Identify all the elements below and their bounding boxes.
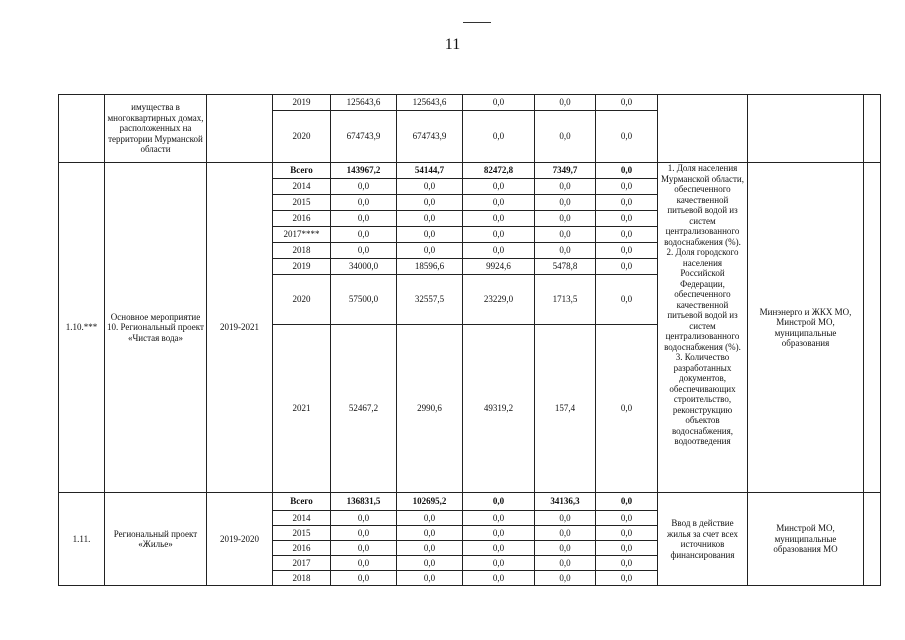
municipal-value: 0,0 xyxy=(535,526,596,541)
municipal-value: 0,0 xyxy=(535,179,596,195)
year-cell: 2020 xyxy=(273,275,331,325)
federal-value: 0,0 xyxy=(397,541,463,556)
indicators-cell: 1. Доля населения Мурманской области, обеспеченного качественной питьевой водой из систем централизованного водоснабжения (%). 2. Доля городского населения Российской Федерации, обеспеченного качественной питьевой водой из систем централизованного водоснабжения (%). 3. Количество разработанных документов, обеспечивающих строительство, реконструкцию объектов водоснабжения, водоотведения xyxy=(658,163,748,493)
header-rule xyxy=(463,22,491,23)
executors-cell: Минстрой МО, муниципальные образования МО xyxy=(748,493,864,586)
total-value: 0,0 xyxy=(331,556,397,571)
total-value: 52467,2 xyxy=(331,325,397,493)
other-value: 0,0 xyxy=(596,243,658,259)
total-value: 143967,2 xyxy=(331,163,397,179)
municipal-value: 5478,8 xyxy=(535,259,596,275)
indicators-cell: Ввод в действие жилья за счет всех источников финансирования xyxy=(658,493,748,586)
federal-value: 0,0 xyxy=(397,556,463,571)
other-value: 0,0 xyxy=(596,95,658,111)
regional-value: 0,0 xyxy=(463,211,535,227)
regional-value: 0,0 xyxy=(463,511,535,526)
other-value: 0,0 xyxy=(596,227,658,243)
municipal-value: 0,0 xyxy=(535,243,596,259)
federal-value: 0,0 xyxy=(397,526,463,541)
other-value: 0,0 xyxy=(596,179,658,195)
year-cell: 2017**** xyxy=(273,227,331,243)
executors-cell xyxy=(748,95,864,163)
other-value: 0,0 xyxy=(596,526,658,541)
total-value: 0,0 xyxy=(331,243,397,259)
other-value: 0,0 xyxy=(596,556,658,571)
year-cell: 2014 xyxy=(273,511,331,526)
year-cell: 2017 xyxy=(273,556,331,571)
total-value: 0,0 xyxy=(331,211,397,227)
regional-value: 0,0 xyxy=(463,243,535,259)
federal-value: 0,0 xyxy=(397,195,463,211)
other-value: 0,0 xyxy=(596,163,658,179)
regional-value: 49319,2 xyxy=(463,325,535,493)
year-cell: 2020 xyxy=(273,111,331,163)
municipal-value: 0,0 xyxy=(535,571,596,586)
year-cell: 2015 xyxy=(273,195,331,211)
year-cell: Всего xyxy=(273,493,331,511)
regional-value: 9924,6 xyxy=(463,259,535,275)
year-cell: 2019 xyxy=(273,95,331,111)
other-value: 0,0 xyxy=(596,111,658,163)
federal-value: 0,0 xyxy=(397,511,463,526)
municipal-value: 0,0 xyxy=(535,511,596,526)
regional-value: 0,0 xyxy=(463,111,535,163)
total-value: 57500,0 xyxy=(331,275,397,325)
municipal-value: 34136,3 xyxy=(535,493,596,511)
total-value: 0,0 xyxy=(331,227,397,243)
year-cell: 2021 xyxy=(273,325,331,493)
other-value: 0,0 xyxy=(596,571,658,586)
table-row xyxy=(59,95,881,111)
federal-value: 0,0 xyxy=(397,571,463,586)
total-value: 0,0 xyxy=(331,511,397,526)
municipal-value: 0,0 xyxy=(535,195,596,211)
other-value: 0,0 xyxy=(596,325,658,493)
page-number: 11 xyxy=(444,36,461,53)
item-name: Основное мероприятие 10. Региональный проект «Чистая вода» xyxy=(105,163,207,493)
item-period: 2019-2021 xyxy=(207,163,273,493)
other-value: 0,0 xyxy=(596,195,658,211)
federal-value: 18596,6 xyxy=(397,259,463,275)
municipal-value: 0,0 xyxy=(535,556,596,571)
federal-value: 32557,5 xyxy=(397,275,463,325)
item-period xyxy=(207,95,273,163)
year-cell: 2016 xyxy=(273,211,331,227)
total-value: 125643,6 xyxy=(331,95,397,111)
executors-cell: Минэнерго и ЖКХ МО, Минстрой МО, муниципальные образования xyxy=(748,163,864,493)
regional-value: 82472,8 xyxy=(463,163,535,179)
regional-value: 0,0 xyxy=(463,179,535,195)
municipal-value: 0,0 xyxy=(535,95,596,111)
municipal-value: 0,0 xyxy=(535,541,596,556)
item-number: 1.10.*** xyxy=(59,163,105,493)
regional-value: 23229,0 xyxy=(463,275,535,325)
total-value: 0,0 xyxy=(331,571,397,586)
other-value: 0,0 xyxy=(596,275,658,325)
indicators-cell xyxy=(658,95,748,163)
item-name: Региональный проект «Жилье» xyxy=(105,493,207,586)
other-value: 0,0 xyxy=(596,541,658,556)
federal-value: 125643,6 xyxy=(397,95,463,111)
total-value: 0,0 xyxy=(331,541,397,556)
program-table xyxy=(58,94,881,586)
edge-cell xyxy=(864,95,881,163)
federal-value: 0,0 xyxy=(397,179,463,195)
municipal-value: 157,4 xyxy=(535,325,596,493)
municipal-value: 0,0 xyxy=(535,227,596,243)
federal-value: 674743,9 xyxy=(397,111,463,163)
total-value: 34000,0 xyxy=(331,259,397,275)
total-value: 136831,5 xyxy=(331,493,397,511)
year-cell: 2018 xyxy=(273,571,331,586)
regional-value: 0,0 xyxy=(463,526,535,541)
table-row xyxy=(59,493,881,511)
municipal-value: 0,0 xyxy=(535,111,596,163)
year-cell: 2015 xyxy=(273,526,331,541)
regional-value: 0,0 xyxy=(463,541,535,556)
table-row xyxy=(59,163,881,179)
regional-value: 0,0 xyxy=(463,227,535,243)
edge-cell xyxy=(864,163,881,493)
other-value: 0,0 xyxy=(596,493,658,511)
year-cell: Всего xyxy=(273,163,331,179)
other-value: 0,0 xyxy=(596,511,658,526)
other-value: 0,0 xyxy=(596,259,658,275)
federal-value: 102695,2 xyxy=(397,493,463,511)
year-cell: 2018 xyxy=(273,243,331,259)
total-value: 0,0 xyxy=(331,526,397,541)
year-cell: 2016 xyxy=(273,541,331,556)
regional-value: 0,0 xyxy=(463,95,535,111)
item-period: 2019-2020 xyxy=(207,493,273,586)
item-name: имущества в многоквартирных домах, расположенных на территории Мурманской области xyxy=(105,95,207,163)
total-value: 0,0 xyxy=(331,195,397,211)
regional-value: 0,0 xyxy=(463,493,535,511)
federal-value: 0,0 xyxy=(397,211,463,227)
municipal-value: 0,0 xyxy=(535,211,596,227)
total-value: 674743,9 xyxy=(331,111,397,163)
municipal-value: 7349,7 xyxy=(535,163,596,179)
regional-value: 0,0 xyxy=(463,556,535,571)
regional-value: 0,0 xyxy=(463,571,535,586)
federal-value: 0,0 xyxy=(397,243,463,259)
regional-value: 0,0 xyxy=(463,195,535,211)
other-value: 0,0 xyxy=(596,211,658,227)
federal-value: 54144,7 xyxy=(397,163,463,179)
federal-value: 0,0 xyxy=(397,227,463,243)
municipal-value: 1713,5 xyxy=(535,275,596,325)
year-cell: 2019 xyxy=(273,259,331,275)
item-number: 1.11. xyxy=(59,493,105,586)
federal-value: 2990,6 xyxy=(397,325,463,493)
year-cell: 2014 xyxy=(273,179,331,195)
edge-cell xyxy=(864,493,881,586)
item-number xyxy=(59,95,105,163)
total-value: 0,0 xyxy=(331,179,397,195)
